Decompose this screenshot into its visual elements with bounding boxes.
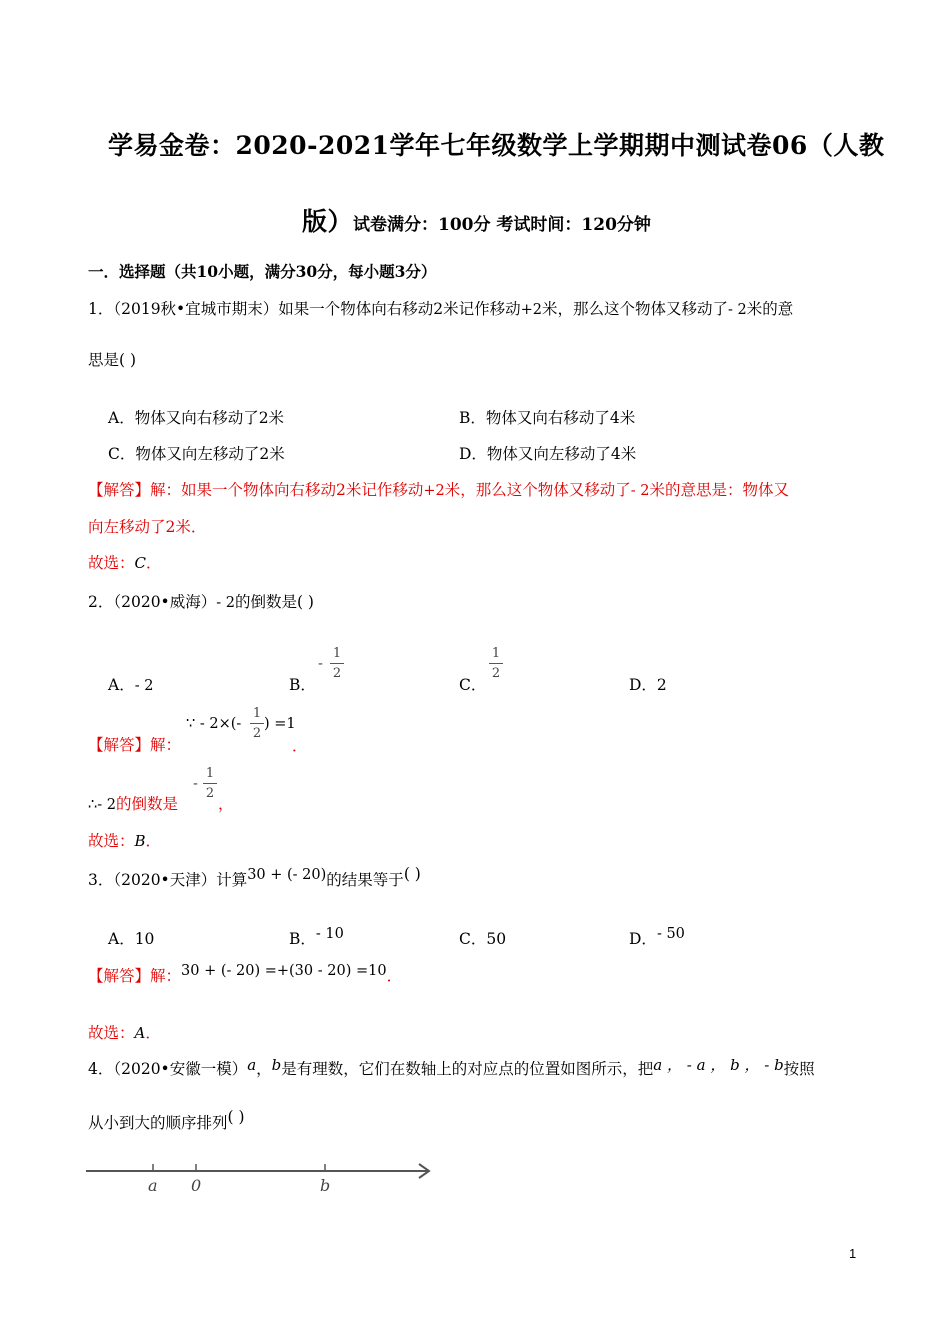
q3-answer-expr: 30 + (- 20) =+(30 - 20) =10 xyxy=(181,963,387,979)
q2-choice-letter: B xyxy=(134,832,146,850)
q2-answer-dot: ． xyxy=(292,737,308,755)
q2-option-b-label: B． xyxy=(289,676,316,694)
question-1-line2 xyxy=(88,348,136,370)
q3-option-b xyxy=(289,927,344,949)
exam-info: 试卷满分：100分 考试时间：120分钟 xyxy=(353,215,651,235)
q4-text-c: 按照 xyxy=(783,1060,815,1078)
question-4-line2 xyxy=(88,1108,245,1133)
q2-result-comma: ， xyxy=(218,795,234,813)
q2-option-b-numerator: 1 xyxy=(332,646,342,661)
q1-choice-letter: C xyxy=(134,554,146,572)
q2-result-numerator: 1 xyxy=(205,766,215,781)
q2-option-a-label: A． xyxy=(108,676,135,694)
q2-option-c-fraction xyxy=(489,646,503,681)
q4-var-a: a xyxy=(247,1056,257,1074)
q1-option-a: A．物体又向右移动了2米 xyxy=(108,409,285,427)
fraction-bar xyxy=(489,663,503,664)
q1-answer-plus2: +2 xyxy=(423,483,445,499)
q2-answer-label: 【解答】解： xyxy=(88,736,182,754)
q1-option-b: B．物体又向右移动了4米 xyxy=(459,409,636,427)
q2-option-c-numerator: 1 xyxy=(491,646,501,661)
q2-answer-fraction xyxy=(250,706,264,741)
q1-text-a: 1．（2019秋•宜城市期末）如果一个物体向右移动2米记作移动 xyxy=(88,300,521,318)
q3-choice-letter: A xyxy=(134,1024,146,1042)
q1-option-c: C．物体又向左移动了2米 xyxy=(108,445,285,463)
q1-answer-c: 米的意思是：物体又 xyxy=(649,481,790,499)
q3-answer-label: 【解答】解： xyxy=(88,967,182,985)
document-title-line2 xyxy=(302,202,651,238)
q2-therefore-text: 的倒数是 xyxy=(115,795,178,813)
q2-answer-numerator: 1 xyxy=(252,706,262,721)
axis-label-0: 0 xyxy=(191,1176,202,1195)
q2-result-fraction xyxy=(203,766,217,801)
title-suffix: 版） xyxy=(302,207,354,236)
q1-answer-label: 【解答】解： xyxy=(88,481,182,499)
q1-answer-line2: 向左移动了2米． xyxy=(88,518,207,536)
q2-option-a-value: - 2 xyxy=(134,678,154,694)
q3-option-c: C．50 xyxy=(459,930,507,948)
document-title-line1: 学易金卷：2020-2021学年七年级数学上学期期中测试卷06（人教 xyxy=(108,131,885,160)
q1-choice-pre: 故选： xyxy=(88,554,135,572)
q2-answer-denominator: 2 xyxy=(252,726,262,741)
q4-text-b: 是有理数，它们在数轴上的对应点的位置如图所示，把 xyxy=(281,1060,654,1078)
q3-option-d-label: D． xyxy=(629,930,657,948)
q3-option-d-value: - 50 xyxy=(656,926,685,942)
q4-paren: ( ) xyxy=(227,1108,245,1126)
q1-answer-a: 如果一个物体向右移动2米记作移动 xyxy=(181,481,424,499)
q2-choice xyxy=(88,829,161,851)
q2-paren: ( ) xyxy=(296,593,314,611)
q2-therefore: ∴- 2 xyxy=(88,797,116,813)
q1-math-minus2: - 2 xyxy=(727,302,747,318)
q3-option-b-value: - 10 xyxy=(315,926,344,942)
q2-result-denominator: 2 xyxy=(205,786,215,801)
q1-choice xyxy=(88,551,162,573)
q3-expression: 30 + (- 20) xyxy=(247,867,327,883)
q2-option-c-label: C． xyxy=(459,676,487,694)
q1-text-b: 米，那么这个物体又移动了 xyxy=(541,300,728,318)
q2-choice-post: ． xyxy=(145,832,162,850)
q2-option-a xyxy=(108,673,153,695)
q3-choice-post: ． xyxy=(145,1024,161,1042)
q2-text-b: 的倒数是 xyxy=(234,593,297,611)
question-4-line1 xyxy=(88,1057,815,1079)
q2-option-d: D．2 xyxy=(629,676,667,694)
q2-answer-expr-b: ) =1 xyxy=(264,716,296,732)
q1-text-c: 米的意 xyxy=(746,300,794,318)
q1-answer-line1 xyxy=(88,478,789,500)
q1-option-d: D．物体又向左移动了4米 xyxy=(459,445,637,463)
q2-choice-pre: 故选： xyxy=(88,832,135,850)
page-number: 1 xyxy=(849,1246,857,1261)
q3-option-d xyxy=(629,927,685,949)
q2-text: 2．（2020•威海） xyxy=(88,593,217,611)
q3-choice xyxy=(88,1021,161,1043)
q3-text-b: 的结果等于 xyxy=(326,871,404,889)
q1-answer-b: 米，那么这个物体又移动了 xyxy=(444,481,631,499)
section-heading: 一．选择题（共10小题，满分30分，每小题3分） xyxy=(88,262,437,281)
q1-paren: ( ) xyxy=(119,351,137,369)
question-2-line1 xyxy=(88,590,314,612)
question-3-line1 xyxy=(88,865,421,890)
fraction-bar xyxy=(203,783,217,784)
q2-option-c-denominator: 2 xyxy=(491,666,501,681)
number-line-figure xyxy=(84,1155,434,1200)
axis-label-b: b xyxy=(320,1176,331,1195)
q4-comma: ， xyxy=(256,1060,272,1078)
q2-result-sign: - xyxy=(193,776,198,792)
q1-choice-post: ． xyxy=(146,554,162,572)
q3-text: 3．（2020•天津）计算 xyxy=(88,871,248,889)
q4-list: a ， - a ， b ， - b xyxy=(653,1056,784,1074)
q2-answer-expr-a: ∵ - 2×(- xyxy=(186,716,242,732)
q2-option-b-denominator: 2 xyxy=(332,666,342,681)
q3-paren: ( ) xyxy=(403,865,421,883)
q2-option-b-sign: - xyxy=(318,656,323,672)
q1-line2: 思是 xyxy=(88,351,120,369)
q1-answer-minus2: - 2 xyxy=(630,483,650,499)
q3-answer-dot: ． xyxy=(386,967,403,985)
q3-option-a: A．10 xyxy=(108,930,155,948)
q4-text: 4．（2020•安徽一模） xyxy=(88,1060,248,1078)
q2-therefore-line xyxy=(88,792,178,814)
fraction-bar xyxy=(330,663,344,664)
q3-answer xyxy=(88,964,402,986)
q3-option-b-label: B． xyxy=(289,930,316,948)
q4-var-b: b xyxy=(271,1056,282,1074)
q4-line2: 从小到大的顺序排列 xyxy=(88,1114,228,1132)
axis-label-a: a xyxy=(148,1176,158,1195)
q2-option-b-fraction xyxy=(330,646,344,681)
q2-math-minus2: - 2 xyxy=(216,595,235,611)
fraction-bar xyxy=(250,723,264,724)
question-1-line1 xyxy=(88,297,793,319)
q1-math-plus2: +2 xyxy=(520,302,542,318)
q3-choice-pre: 故选： xyxy=(88,1024,135,1042)
